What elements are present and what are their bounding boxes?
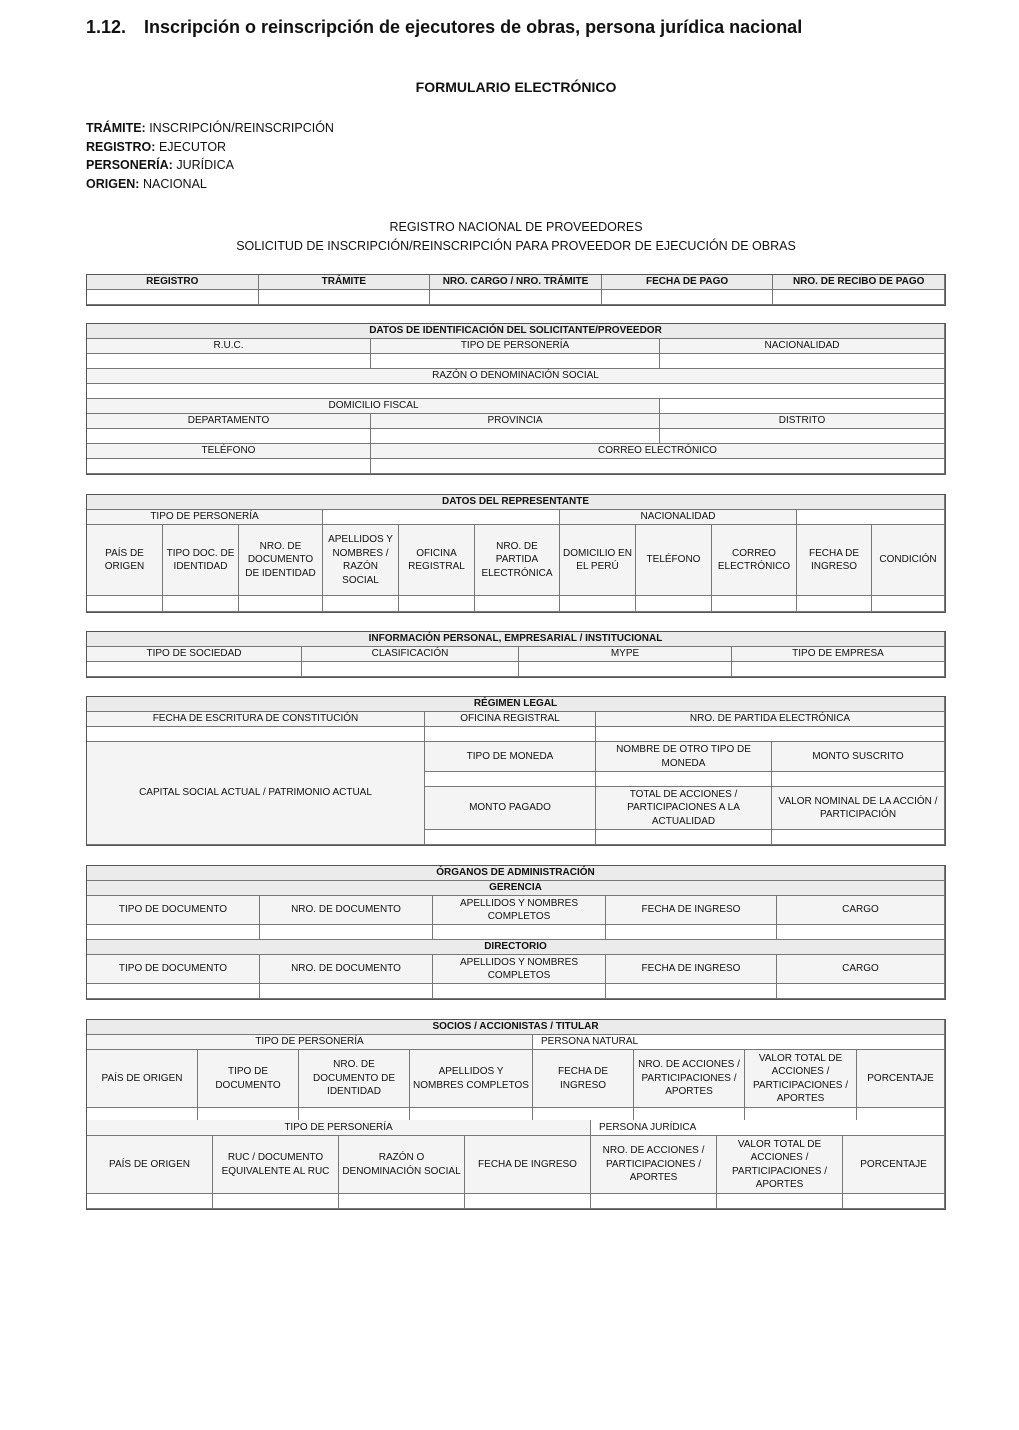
oficina-registral-label: OFICINA REGISTRAL — [425, 712, 596, 727]
socios-tipo-personeria-label: TIPO DE PERSONERÍA — [87, 1035, 533, 1050]
jur-col-nro-acciones: NRO. DE ACCIONES / PARTICIPACIONES / APORTES — [591, 1136, 717, 1194]
meta-tramite: TRÁMITE: INSCRIPCIÓN/REINSCRIPCIÓN — [86, 121, 334, 135]
distrito-label: DISTRITO — [660, 414, 945, 429]
table-socios-natural — [86, 1019, 946, 1124]
nat-col-tipo-doc: TIPO DE DOCUMENTO — [198, 1050, 299, 1108]
fecha-escritura-label: FECHA DE ESCRITURA DE CONSTITUCIÓN — [87, 712, 425, 727]
socios-title: SOCIOS / ACCIONISTAS / TITULAR — [87, 1020, 945, 1035]
ger-apellidos-field[interactable] — [433, 925, 606, 940]
col-tramite: TRÁMITE — [259, 275, 431, 290]
section-title: Inscripción o reinscripción de ejecutores de obras, persona jurídica nacional — [144, 17, 803, 37]
valor-nominal-label: VALOR NOMINAL DE LA ACCIÓN / PARTICIPACIÓN — [772, 787, 945, 830]
representante-title: DATOS DEL REPRESENTANTE — [87, 495, 945, 510]
distrito-field[interactable] — [660, 429, 945, 444]
gerencia-title: GERENCIA — [87, 881, 945, 896]
telefono-label: TELÉFONO — [87, 444, 371, 459]
monto-pagado-field[interactable] — [425, 830, 596, 845]
nat-col-nro-doc: NRO. DE DOCUMENTO DE IDENTIDAD — [299, 1050, 410, 1108]
form-title: FORMULARIO ELECTRÓNICO — [415, 79, 617, 95]
rep-col-correo: CORREO ELECTRÓNICO — [712, 525, 797, 596]
ger-col-cargo: CARGO — [777, 896, 945, 925]
dir-tipo-doc-field[interactable] — [87, 984, 260, 999]
table-socios-juridica — [86, 1120, 946, 1210]
jur-fecha-field[interactable] — [465, 1194, 591, 1209]
directorio-title: DIRECTORIO — [87, 940, 945, 955]
ger-col-apellidos: APELLIDOS Y NOMBRES COMPLETOS — [433, 896, 606, 925]
razon-social-field[interactable] — [87, 384, 945, 399]
tipo-empresa-field[interactable] — [732, 662, 945, 677]
jur-col-pais: PAÍS DE ORIGEN — [87, 1136, 213, 1194]
form-meta — [86, 119, 334, 193]
ger-cargo-field[interactable] — [777, 925, 945, 940]
nro-cargo-field[interactable] — [430, 290, 602, 305]
register-title-line2: SOLICITUD DE INSCRIPCIÓN/REINSCRIPCIÓN PARA PROVEEDOR DE EJECUCIÓN DE OBRAS — [236, 239, 796, 253]
nacionalidad-field[interactable] — [660, 354, 945, 369]
correo-field[interactable] — [371, 459, 945, 474]
nat-col-valor-total: VALOR TOTAL DE ACCIONES / PARTICIPACIONES / APORTES — [745, 1050, 857, 1108]
nat-col-porcentaje: PORCENTAJE — [857, 1050, 945, 1108]
partida-electronica-label: NRO. DE PARTIDA ELECTRÓNICA — [596, 712, 945, 727]
table-representante — [86, 494, 946, 613]
monto-pagado-label: MONTO PAGADO — [425, 787, 596, 830]
rep-col-domicilio: DOMICILIO EN EL PERÚ — [560, 525, 636, 596]
departamento-field[interactable] — [87, 429, 371, 444]
jur-col-razon: RAZÓN O DENOMINACIÓN SOCIAL — [339, 1136, 465, 1194]
rep-domicilio-field[interactable] — [560, 596, 636, 612]
meta-origen: ORIGEN: NACIONAL — [86, 176, 207, 191]
persona-juridica-label: PERSONA JURÍDICA — [591, 1120, 945, 1136]
section-number: 1.12. — [86, 17, 127, 37]
register-title-line1: REGISTRO NACIONAL DE PROVEEDORES — [389, 220, 643, 234]
ruc-field[interactable] — [87, 354, 371, 369]
domicilio-fiscal-label: DOMICILIO FISCAL — [87, 399, 660, 414]
rep-fecha-field[interactable] — [797, 596, 872, 612]
register-title — [86, 218, 946, 256]
monto-suscrito-field[interactable] — [772, 772, 945, 787]
table-tramite — [86, 274, 946, 306]
jur-col-valor-total: VALOR TOTAL DE ACCIONES / PARTICIPACIONES / APORTES — [717, 1136, 843, 1194]
ger-tipo-doc-field[interactable] — [87, 925, 260, 940]
dir-col-tipo-doc: TIPO DE DOCUMENTO — [87, 955, 260, 984]
rep-col-oficina: OFICINA REGISTRAL — [399, 525, 475, 596]
rep-telefono-field[interactable] — [636, 596, 712, 612]
col-fecha-pago: FECHA DE PAGO — [602, 275, 774, 290]
col-registro: REGISTRO — [87, 275, 259, 290]
rep-tipo-personeria-label: TIPO DE PERSONERÍA — [87, 510, 323, 525]
ger-col-tipo-doc: TIPO DE DOCUMENTO — [87, 896, 260, 925]
jur-col-fecha: FECHA DE INGRESO — [465, 1136, 591, 1194]
dir-nro-doc-field[interactable] — [260, 984, 433, 999]
rep-tipo-doc-field[interactable] — [163, 596, 239, 612]
nat-col-nro-acciones: NRO. DE ACCIONES / PARTICIPACIONES / APORTES — [634, 1050, 745, 1108]
jur-col-ruc: RUC / DOCUMENTO EQUIVALENTE AL RUC — [213, 1136, 339, 1194]
jur-razon-field[interactable] — [339, 1194, 465, 1209]
departamento-label: DEPARTAMENTO — [87, 414, 371, 429]
rep-oficina-field[interactable] — [399, 596, 475, 612]
dir-cargo-field[interactable] — [777, 984, 945, 999]
regimen-title: RÉGIMEN LEGAL — [87, 697, 945, 712]
col-clasificacion: CLASIFICACIÓN — [302, 647, 519, 662]
valor-nominal-field[interactable] — [772, 830, 945, 845]
total-acciones-field[interactable] — [596, 830, 772, 845]
nro-recibo-field[interactable] — [773, 290, 945, 305]
tipo-personeria-field[interactable] — [371, 354, 660, 369]
ger-fecha-field[interactable] — [606, 925, 777, 940]
table-informacion — [86, 631, 946, 678]
nacionalidad-label: NACIONALIDAD — [660, 339, 945, 354]
table-organos-administracion — [86, 865, 946, 1000]
jur-nro-acciones-field[interactable] — [591, 1194, 717, 1209]
rep-correo-field[interactable] — [712, 596, 797, 612]
organos-title: ÓRGANOS DE ADMINISTRACIÓN — [87, 866, 945, 881]
rep-col-apellidos: APELLIDOS Y NOMBRES / RAZÓN SOCIAL — [323, 525, 399, 596]
tipo-moneda-field[interactable] — [425, 772, 596, 787]
socios-jur-tipo-personeria-label: TIPO DE PERSONERÍA — [87, 1120, 591, 1136]
ger-col-nro-doc: NRO. DE DOCUMENTO — [260, 896, 433, 925]
table-regimen-legal — [86, 696, 946, 846]
rep-col-pais: PAÍS DE ORIGEN — [87, 525, 163, 596]
capital-social-label: CAPITAL SOCIAL ACTUAL / PATRIMONIO ACTUAL — [87, 742, 425, 845]
jur-col-porcentaje: PORCENTAJE — [843, 1136, 945, 1194]
col-nro-recibo: NRO. DE RECIBO DE PAGO — [773, 275, 945, 290]
rep-col-nro-doc: NRO. DE DOCUMENTO DE IDENTIDAD — [239, 525, 323, 596]
rep-apellidos-field[interactable] — [323, 596, 399, 612]
ger-col-fecha: FECHA DE INGRESO — [606, 896, 777, 925]
nat-col-fecha: FECHA DE INGRESO — [533, 1050, 634, 1108]
rep-col-partida: NRO. DE PARTIDA ELECTRÓNICA — [475, 525, 560, 596]
partida-electronica-field[interactable] — [596, 727, 945, 742]
section-heading — [86, 17, 802, 38]
identificacion-title: DATOS DE IDENTIFICACIÓN DEL SOLICITANTE/PROVEEDOR — [87, 324, 945, 339]
monto-suscrito-label: MONTO SUSCRITO — [772, 742, 945, 772]
tipo-sociedad-field[interactable] — [87, 662, 302, 677]
mype-field[interactable] — [519, 662, 732, 677]
ruc-label: R.U.C. — [87, 339, 371, 354]
rep-col-telefono: TELÉFONO — [636, 525, 712, 596]
tipo-personeria-label: TIPO DE PERSONERÍA — [371, 339, 660, 354]
telefono-field[interactable] — [87, 459, 371, 474]
fecha-pago-field[interactable] — [602, 290, 774, 305]
col-tipo-sociedad: TIPO DE SOCIEDAD — [87, 647, 302, 662]
dir-col-apellidos: APELLIDOS Y NOMBRES COMPLETOS — [433, 955, 606, 984]
correo-label: CORREO ELECTRÓNICO — [371, 444, 945, 459]
nat-col-pais: PAÍS DE ORIGEN — [87, 1050, 198, 1108]
rep-col-fecha: FECHA DE INGRESO — [797, 525, 872, 596]
ger-nro-doc-field[interactable] — [260, 925, 433, 940]
col-mype: MYPE — [519, 647, 732, 662]
oficina-registral-field[interactable] — [425, 727, 596, 742]
registro-field[interactable] — [87, 290, 259, 305]
provincia-label: PROVINCIA — [371, 414, 660, 429]
dir-fecha-field[interactable] — [606, 984, 777, 999]
col-tipo-empresa: TIPO DE EMPRESA — [732, 647, 945, 662]
rep-col-condicion: CONDICIÓN — [872, 525, 945, 596]
jur-valor-total-field[interactable] — [717, 1194, 843, 1209]
total-acciones-label: TOTAL DE ACCIONES / PARTICIPACIONES A LA ACTUALIDAD — [596, 787, 772, 830]
otro-moneda-label: NOMBRE DE OTRO TIPO DE MONEDA — [596, 742, 772, 772]
otro-moneda-field[interactable] — [596, 772, 772, 787]
meta-registro: REGISTRO: EJECUTOR — [86, 139, 227, 154]
dir-col-cargo: CARGO — [777, 955, 945, 984]
dir-col-nro-doc: NRO. DE DOCUMENTO — [260, 955, 433, 984]
rep-col-tipo-doc: TIPO DOC. DE IDENTIDAD — [163, 525, 239, 596]
informacion-title: INFORMACIÓN PERSONAL, EMPRESARIAL / INSTITUCIONAL — [87, 632, 945, 647]
provincia-field[interactable] — [371, 429, 660, 444]
razon-social-label: RAZÓN O DENOMINACIÓN SOCIAL — [87, 369, 945, 384]
rep-tipo-personeria-field[interactable] — [323, 510, 560, 525]
clasificacion-field[interactable] — [302, 662, 519, 677]
domicilio-fiscal-field[interactable] — [660, 399, 945, 414]
tramite-field[interactable] — [259, 290, 431, 305]
rep-condicion-field[interactable] — [872, 596, 945, 612]
fecha-escritura-field[interactable] — [87, 727, 425, 742]
rep-partida-field[interactable] — [475, 596, 560, 612]
jur-pais-field[interactable] — [87, 1194, 213, 1209]
rep-nacionalidad-field[interactable] — [797, 510, 945, 525]
table-identificacion — [86, 323, 946, 475]
jur-porcentaje-field[interactable] — [843, 1194, 945, 1209]
tipo-moneda-label: TIPO DE MONEDA — [425, 742, 596, 772]
dir-col-fecha: FECHA DE INGRESO — [606, 955, 777, 984]
rep-nro-doc-field[interactable] — [239, 596, 323, 612]
nat-col-apellidos: APELLIDOS Y NOMBRES COMPLETOS — [410, 1050, 533, 1108]
persona-natural-label: PERSONA NATURAL — [533, 1035, 945, 1050]
rep-pais-field[interactable] — [87, 596, 163, 612]
dir-apellidos-field[interactable] — [433, 984, 606, 999]
rep-nacionalidad-label: NACIONALIDAD — [560, 510, 797, 525]
meta-personeria: PERSONERÍA: JURÍDICA — [86, 158, 234, 172]
jur-ruc-field[interactable] — [213, 1194, 339, 1209]
col-nro-cargo: NRO. CARGO / NRO. TRÁMITE — [430, 275, 602, 290]
